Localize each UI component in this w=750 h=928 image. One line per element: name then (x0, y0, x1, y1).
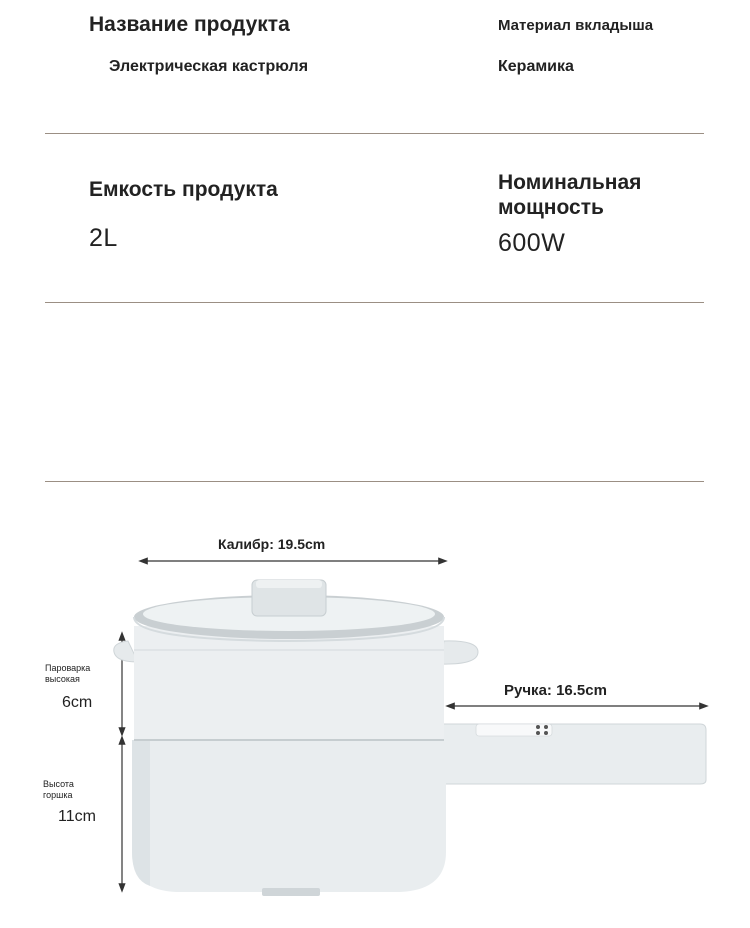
liner-material-value: Керамика (498, 58, 574, 75)
steamer-section (134, 626, 444, 740)
capacity-value: 2L (89, 224, 118, 252)
product-name-value: Электрическая кастрюля (109, 58, 309, 75)
pot-body (132, 740, 446, 892)
rated-power-value: 600W (498, 229, 566, 257)
handle-label: Ручка: 16.5cm (504, 682, 607, 699)
product-name-label: Название продукта (89, 13, 290, 36)
steamer-height-value: 6cm (62, 694, 93, 711)
caliber-label: Калибр: 19.5cm (218, 536, 326, 552)
steamer-height-label (45, 663, 90, 685)
rated-power-label-line1: Номинальная (498, 171, 642, 194)
pot-handle (434, 724, 706, 784)
steamer-height-label-line2: высокая (45, 674, 80, 684)
right-ear (440, 641, 478, 664)
steamer-height-label-line1: Пароварка (45, 663, 91, 673)
pot-height-label (43, 779, 74, 801)
capacity-label: Емкость продукта (89, 178, 278, 201)
liner-material-label: Материал вкладыша (498, 17, 654, 34)
rated-power-label-line2: мощность (498, 196, 604, 219)
control-panel (476, 724, 552, 736)
pot-height-value: 11cm (58, 808, 96, 825)
pot-height-label-line1: Высота (43, 779, 74, 789)
pot-height-label-line2: горшка (43, 790, 73, 800)
